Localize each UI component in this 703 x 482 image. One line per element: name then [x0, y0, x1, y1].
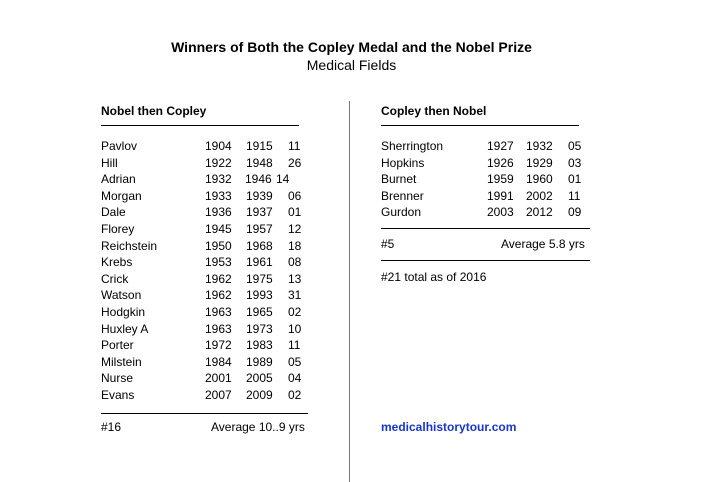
years-gap: 11	[568, 188, 581, 203]
document-title: Winners of Both the Copley Medal and the Nobel Prize	[171, 39, 532, 55]
table-row	[101, 188, 311, 205]
nobel-year: 1960	[526, 172, 553, 187]
winner-name: Sherrington	[381, 139, 444, 153]
years-gap: 14	[276, 172, 290, 187]
copley-year: 1937	[246, 205, 273, 220]
left-average: Average 10..9 yrs	[211, 420, 305, 434]
table-row	[101, 254, 311, 271]
winner-name: Porter	[101, 338, 134, 353]
winner-name: Krebs	[101, 255, 133, 270]
right-heading-rule	[381, 125, 579, 126]
years-gap: 26	[288, 155, 302, 170]
winner-name: Hill	[101, 155, 118, 170]
copley-year: 2003	[487, 205, 514, 220]
years-gap: 12	[288, 222, 302, 236]
table-row	[101, 171, 311, 188]
website-link[interactable]: medicalhistorytour.com	[381, 420, 517, 434]
nobel-year: 1922	[205, 155, 232, 170]
winner-name: Pavlov	[101, 139, 138, 153]
right-total-rule	[381, 228, 590, 229]
copley-year: 1948	[246, 155, 273, 170]
winner-name: Milstein	[101, 354, 142, 369]
table-row	[101, 321, 311, 338]
copley-year: 1983	[246, 338, 273, 353]
table-row	[101, 138, 311, 155]
nobel-year: 1904	[205, 139, 232, 153]
table-row	[101, 271, 311, 288]
table-row	[101, 238, 311, 255]
copley-year: 2005	[246, 371, 273, 386]
nobel-year: 1984	[205, 354, 232, 369]
total-count: #21 total as of 2016	[381, 270, 487, 284]
nobel-year: 1932	[526, 139, 553, 153]
winner-name: Gurdon	[381, 205, 422, 220]
winner-name: Dale	[101, 205, 126, 220]
years-gap: 06	[288, 188, 302, 203]
nobel-year: 1932	[205, 172, 232, 187]
winner-name: Brenner	[381, 188, 424, 203]
winner-name: Florey	[101, 222, 135, 236]
nobel-year: 1962	[205, 271, 232, 286]
nobel-year: 1929	[526, 155, 553, 170]
nobel-year: 2002	[526, 188, 553, 203]
years-gap: 05	[568, 139, 582, 153]
copley-year: 1915	[246, 139, 273, 153]
years-gap: 31	[288, 288, 302, 303]
copley-year: 1993	[246, 288, 273, 303]
nobel-year: 1950	[205, 238, 232, 253]
right-count: #5	[381, 237, 395, 251]
winner-name: Hopkins	[381, 155, 425, 170]
copley-year: 1975	[246, 271, 273, 286]
years-gap: 09	[568, 205, 582, 220]
table-row	[381, 188, 591, 205]
years-gap: 03	[568, 155, 582, 170]
nobel-year: 1972	[205, 338, 232, 353]
nobel-year: 2007	[205, 388, 232, 402]
years-gap: 18	[288, 238, 302, 253]
table-row	[101, 387, 311, 404]
winner-name: Morgan	[101, 188, 142, 203]
winner-name: Evans	[101, 388, 135, 402]
left-count: #16	[101, 420, 122, 434]
table-row	[101, 204, 311, 221]
years-gap: 01	[568, 172, 582, 187]
left-total-rule	[101, 413, 308, 414]
copley-year: 1927	[487, 139, 514, 153]
right-summary-rule	[381, 260, 590, 261]
years-gap: 02	[288, 388, 302, 402]
years-gap: 08	[288, 255, 302, 270]
copley-year: 1968	[246, 238, 273, 253]
copley-year: 1959	[487, 172, 514, 187]
years-gap: 01	[288, 205, 302, 220]
copley-year: 1991	[487, 188, 514, 203]
table-row	[101, 354, 311, 371]
winner-name: Nurse	[101, 371, 134, 386]
table-row	[101, 155, 311, 172]
nobel-year: 1936	[205, 205, 232, 220]
copley-year: 2009	[246, 388, 273, 402]
table-row	[381, 171, 591, 188]
winner-name: Watson	[101, 288, 142, 303]
years-gap: 05	[288, 354, 302, 369]
winner-name: Burnet	[381, 172, 417, 187]
copley-year: 1939	[246, 188, 273, 203]
table-row	[381, 204, 591, 221]
nobel-year: 1963	[205, 321, 232, 336]
years-gap: 10	[288, 321, 302, 336]
table-row	[381, 155, 591, 172]
years-gap: 11	[288, 338, 301, 353]
copley-year: 1946	[245, 172, 272, 187]
winner-name: Adrian	[101, 172, 136, 187]
nobel-year: 1953	[205, 255, 232, 270]
winner-name: Crick	[101, 271, 129, 286]
column-divider	[349, 101, 350, 482]
nobel-year: 1963	[205, 305, 232, 319]
nobel-year: 2001	[205, 371, 232, 386]
copley-year: 1965	[246, 305, 273, 319]
nobel-year: 2012	[526, 205, 553, 220]
years-gap: 04	[288, 371, 302, 386]
copley-then-nobel-heading: Copley then Nobel	[381, 104, 487, 118]
right-average: Average 5.8 yrs	[501, 237, 585, 251]
winner-name: Huxley A	[101, 321, 149, 336]
table-row	[101, 287, 311, 304]
years-gap: 11	[288, 139, 301, 153]
nobel-then-copley-heading: Nobel then Copley	[101, 104, 207, 118]
nobel-year: 1962	[205, 288, 232, 303]
table-row	[101, 370, 311, 387]
table-row	[101, 337, 311, 354]
copley-year: 1973	[246, 321, 273, 336]
years-gap: 13	[288, 271, 302, 286]
nobel-year: 1933	[205, 188, 232, 203]
copley-year: 1961	[246, 255, 273, 270]
years-gap: 02	[288, 305, 302, 319]
winner-name: Hodgkin	[101, 305, 146, 319]
copley-year: 1957	[246, 222, 273, 236]
nobel-year: 1945	[205, 222, 232, 236]
table-row	[101, 221, 311, 238]
document-subtitle: Medical Fields	[306, 57, 397, 73]
winner-name: Reichstein	[101, 238, 158, 253]
table-row	[101, 304, 311, 321]
copley-year: 1989	[246, 354, 273, 369]
copley-year: 1926	[487, 155, 514, 170]
left-heading-rule	[101, 125, 299, 126]
table-row	[381, 138, 591, 155]
